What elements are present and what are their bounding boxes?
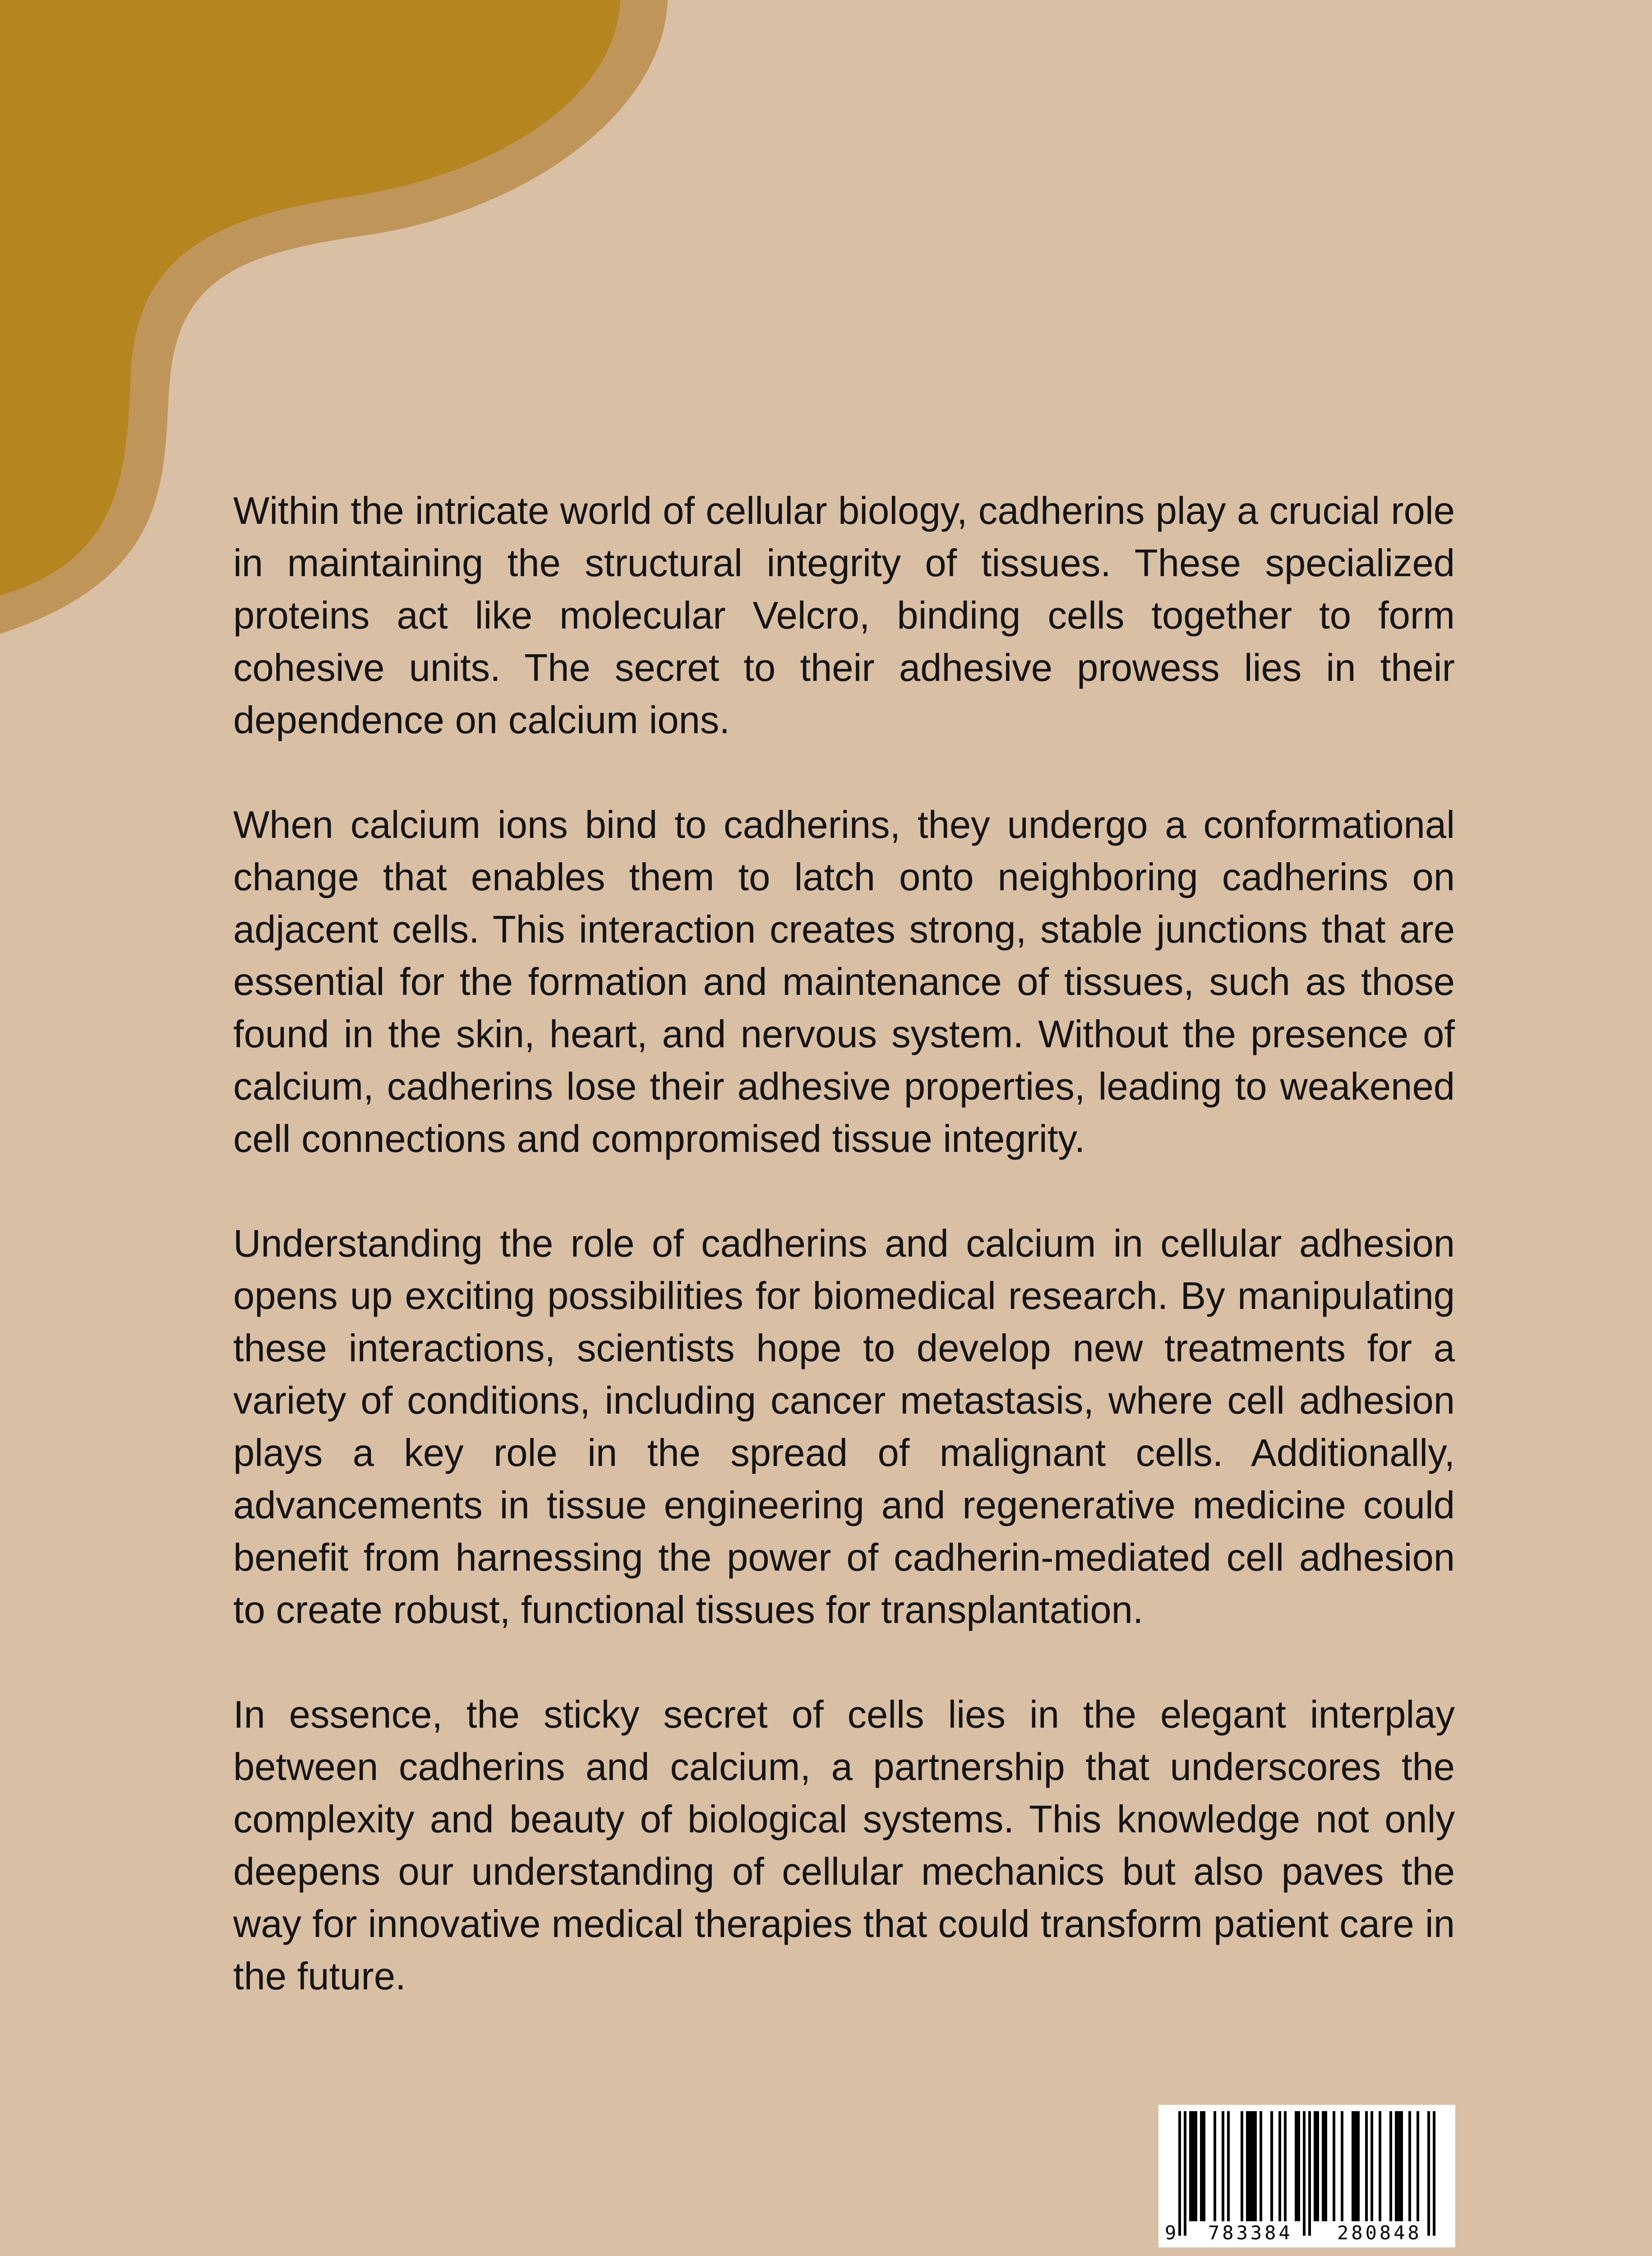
barcode-left-digits: 783384: [1208, 2222, 1293, 2244]
barcode-bar-10: [1270, 2111, 1273, 2221]
barcode-bar-20: [1352, 2111, 1360, 2221]
barcode-bar-5: [1222, 2111, 1224, 2221]
barcode-bar-3: [1200, 2111, 1205, 2221]
barcode-bar-0: [1178, 2111, 1181, 2236]
barcode-lead-digit: 9: [1165, 2222, 1177, 2244]
barcode-bar-27: [1417, 2111, 1419, 2221]
barcode-bar-24: [1389, 2111, 1392, 2221]
barcode-bar-13: [1295, 2111, 1300, 2221]
blurb-paragraph-2: When calcium ions bind to cadherins, they undergo a conformational change that enables them to latch onto neighboring cadherins on adjacent cells. This interaction creates strong, stable junctions that are essential for the formation and maintenance of tissues, such as those found in the skin, heart, and nervous system. Without the presence of calcium, cadherins lose their adhesive properties, leading to weakened cell connections and compromised tissue integrity.: [233, 804, 1455, 1160]
barcode-right-digits: 280848: [1337, 2222, 1422, 2244]
barcode-bar-25: [1395, 2111, 1403, 2221]
blurb-paragraph-3: Understanding the role of cadherins and calcium in cellular adhesion opens up exciting possibilities for biomedical research. By manipulating these interactions, scientists hope to develop new treatments for a variety of conditions, including cancer metastasis, where cell adhesion plays a key role in the spread of malignant cells. Additionally, advancements in tissue engineering and regenerative medicine could benefit from harnessing the power of cadherin-mediated cell adhesion to create robust, functional tissues for transplantation.: [233, 1222, 1455, 1632]
barcode-bar-14: [1303, 2111, 1306, 2236]
blurb-paragraph-1: Within the intricate world of cellular biology, cadherins play a crucial role in maintaining the structural integrity of tissues. These specialized proteins act like molecular Velcro, binding cells together to form cohesive units. The secret to their adhesive prowess lies in their dependence on calcium ions.: [233, 490, 1455, 742]
barcode-bar-12: [1284, 2111, 1287, 2221]
barcode-bar-4: [1214, 2111, 1216, 2221]
barcode-bar-2: [1189, 2111, 1197, 2221]
barcode-bar-16: [1314, 2111, 1319, 2221]
isbn-barcode: [1158, 2105, 1455, 2247]
barcode-digits: [1158, 2221, 1455, 2245]
barcode-bar-26: [1408, 2111, 1411, 2221]
barcode-bar-18: [1333, 2111, 1335, 2221]
barcode-bar-22: [1371, 2111, 1373, 2221]
barcode-bar-1: [1184, 2111, 1186, 2236]
barcode-bar-17: [1322, 2111, 1327, 2221]
barcode-bar-8: [1246, 2111, 1257, 2221]
barcode-bar-19: [1341, 2111, 1343, 2221]
blurb-paragraph-4: In essence, the sticky secret of cells lies in the elegant interplay between cadherins and calcium, a partnership that underscores the complexity and beauty of biological systems. This knowledge not only deepens our understanding of cellular mechanics but also paves the way for innovative medical therapies that could transform patient care in the future.: [233, 1693, 1455, 1998]
barcode-bar-6: [1227, 2111, 1230, 2221]
barcode-bar-21: [1365, 2111, 1368, 2221]
blurb-text: [233, 485, 1455, 2055]
barcode-bar-29: [1433, 2111, 1435, 2236]
barcode-bar-15: [1308, 2111, 1311, 2236]
barcode-bar-7: [1241, 2111, 1243, 2221]
barcode-bar-11: [1278, 2111, 1281, 2221]
barcode-bar-9: [1260, 2111, 1262, 2221]
barcode-bar-23: [1379, 2111, 1381, 2221]
barcode-bar-28: [1427, 2111, 1430, 2236]
